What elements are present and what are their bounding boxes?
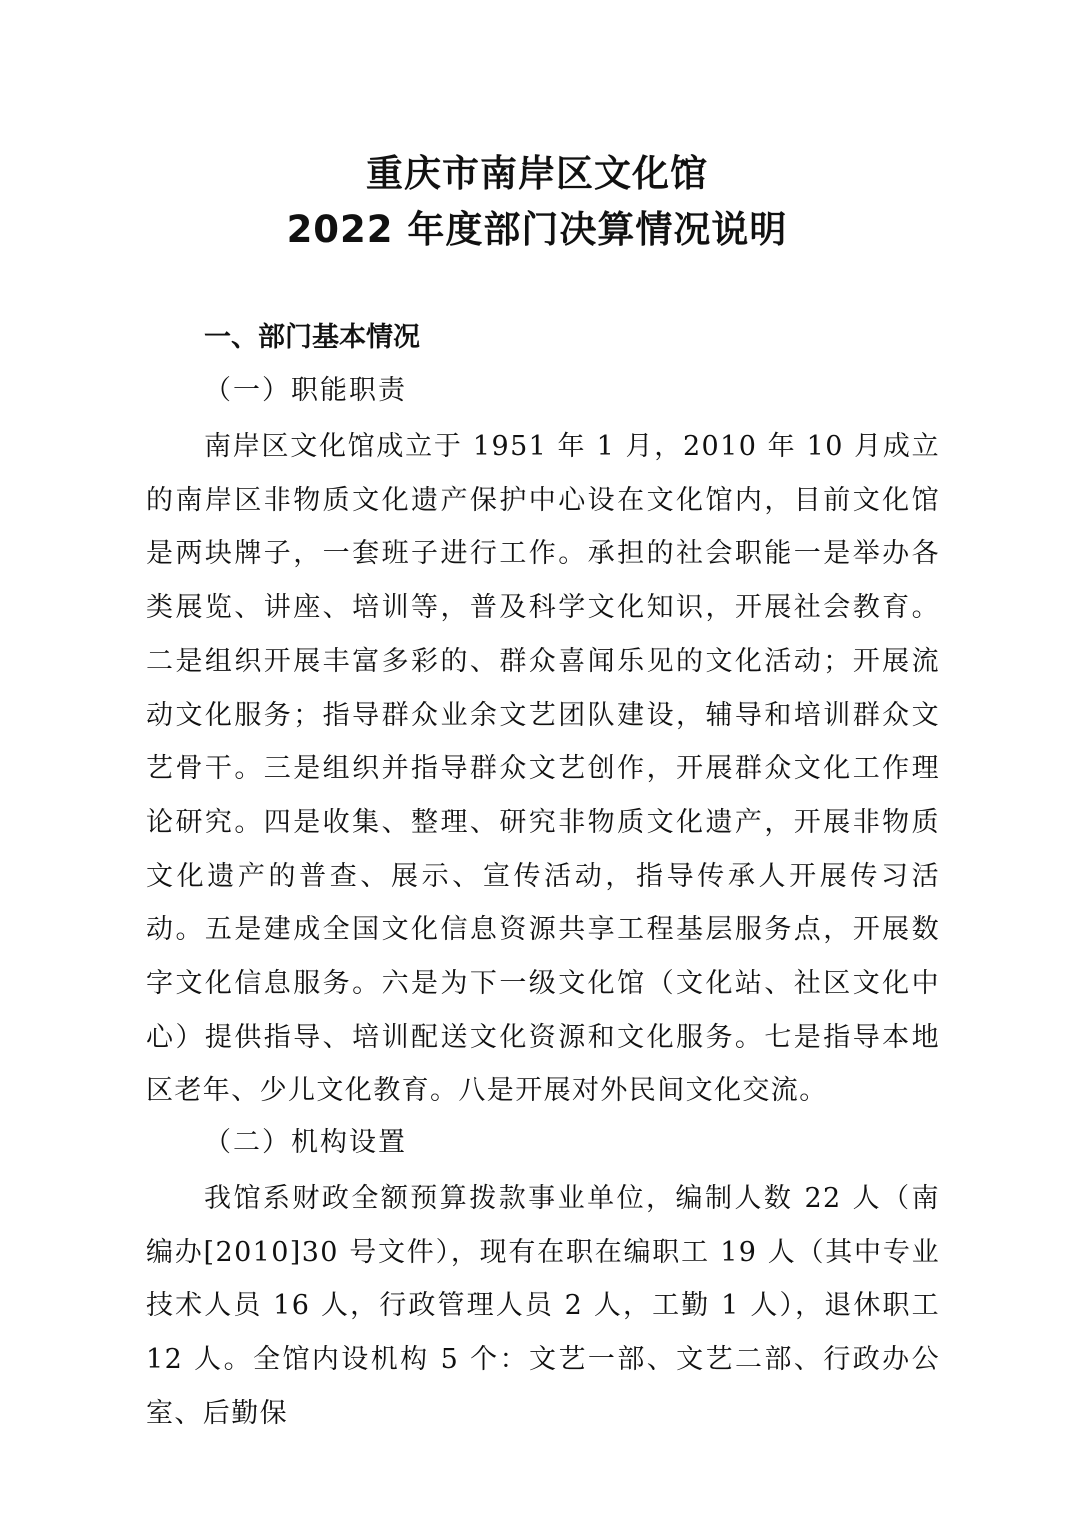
document-title-line1: 重庆市南岸区文化馆 — [366, 152, 708, 195]
section-heading-basic-info: 一、部门基本情况 — [204, 322, 420, 353]
document-title-line2: 2022 年度部门决算情况说明 — [286, 208, 788, 251]
paragraph-organization: 我馆系财政全额预算拨款事业单位，编制人数 22 人（南编办[2010]30 号文件），现有在职在编职工 19 人（其中专业技术人员 16 人，行政管理人员 2 人，工勤 1 人），退休职工 12 人。全馆内设机构 5 个：文艺一部、文艺二部、行政办公室、后勤保 — [146, 1183, 940, 1429]
paragraph-functions: 南岸区文化馆成立于 1951 年 1 月，2010 年 10 月成立的南岸区非物质文化遗产保护中心设在文化馆内，目前文化馆是两块牌子，一套班子进行工作。承担的社会职能一是举办各类展览、讲座、培训等，普及科学文化知识，开展社会教育。二是组织开展丰富多彩的、群众喜闻乐见的文化活动；开展流动文化服务；指导群众业余文艺团队建设，辅导和培训群众文艺骨干。三是组织并指导群众文艺创作，开展群众文化工作理论研究。四是收集、整理、研究非物质文化遗产，开展非物质文化遗产的普查、展示、宣传活动，指导传承人开展传习活动。五是建成全国文化信息资源共享工程基层服务点，开展数字文化信息服务。六是为下一级文化馆（文化站、社区文化中心）提供指导、培训配送文化资源和文化服务。七是指导本地区老年、少儿文化教育。八是开展对外民间文化交流。 — [146, 431, 940, 1107]
subsection-heading-organization: （二）机构设置 — [204, 1127, 407, 1158]
subsection-heading-functions: （一）职能职责 — [204, 375, 407, 406]
